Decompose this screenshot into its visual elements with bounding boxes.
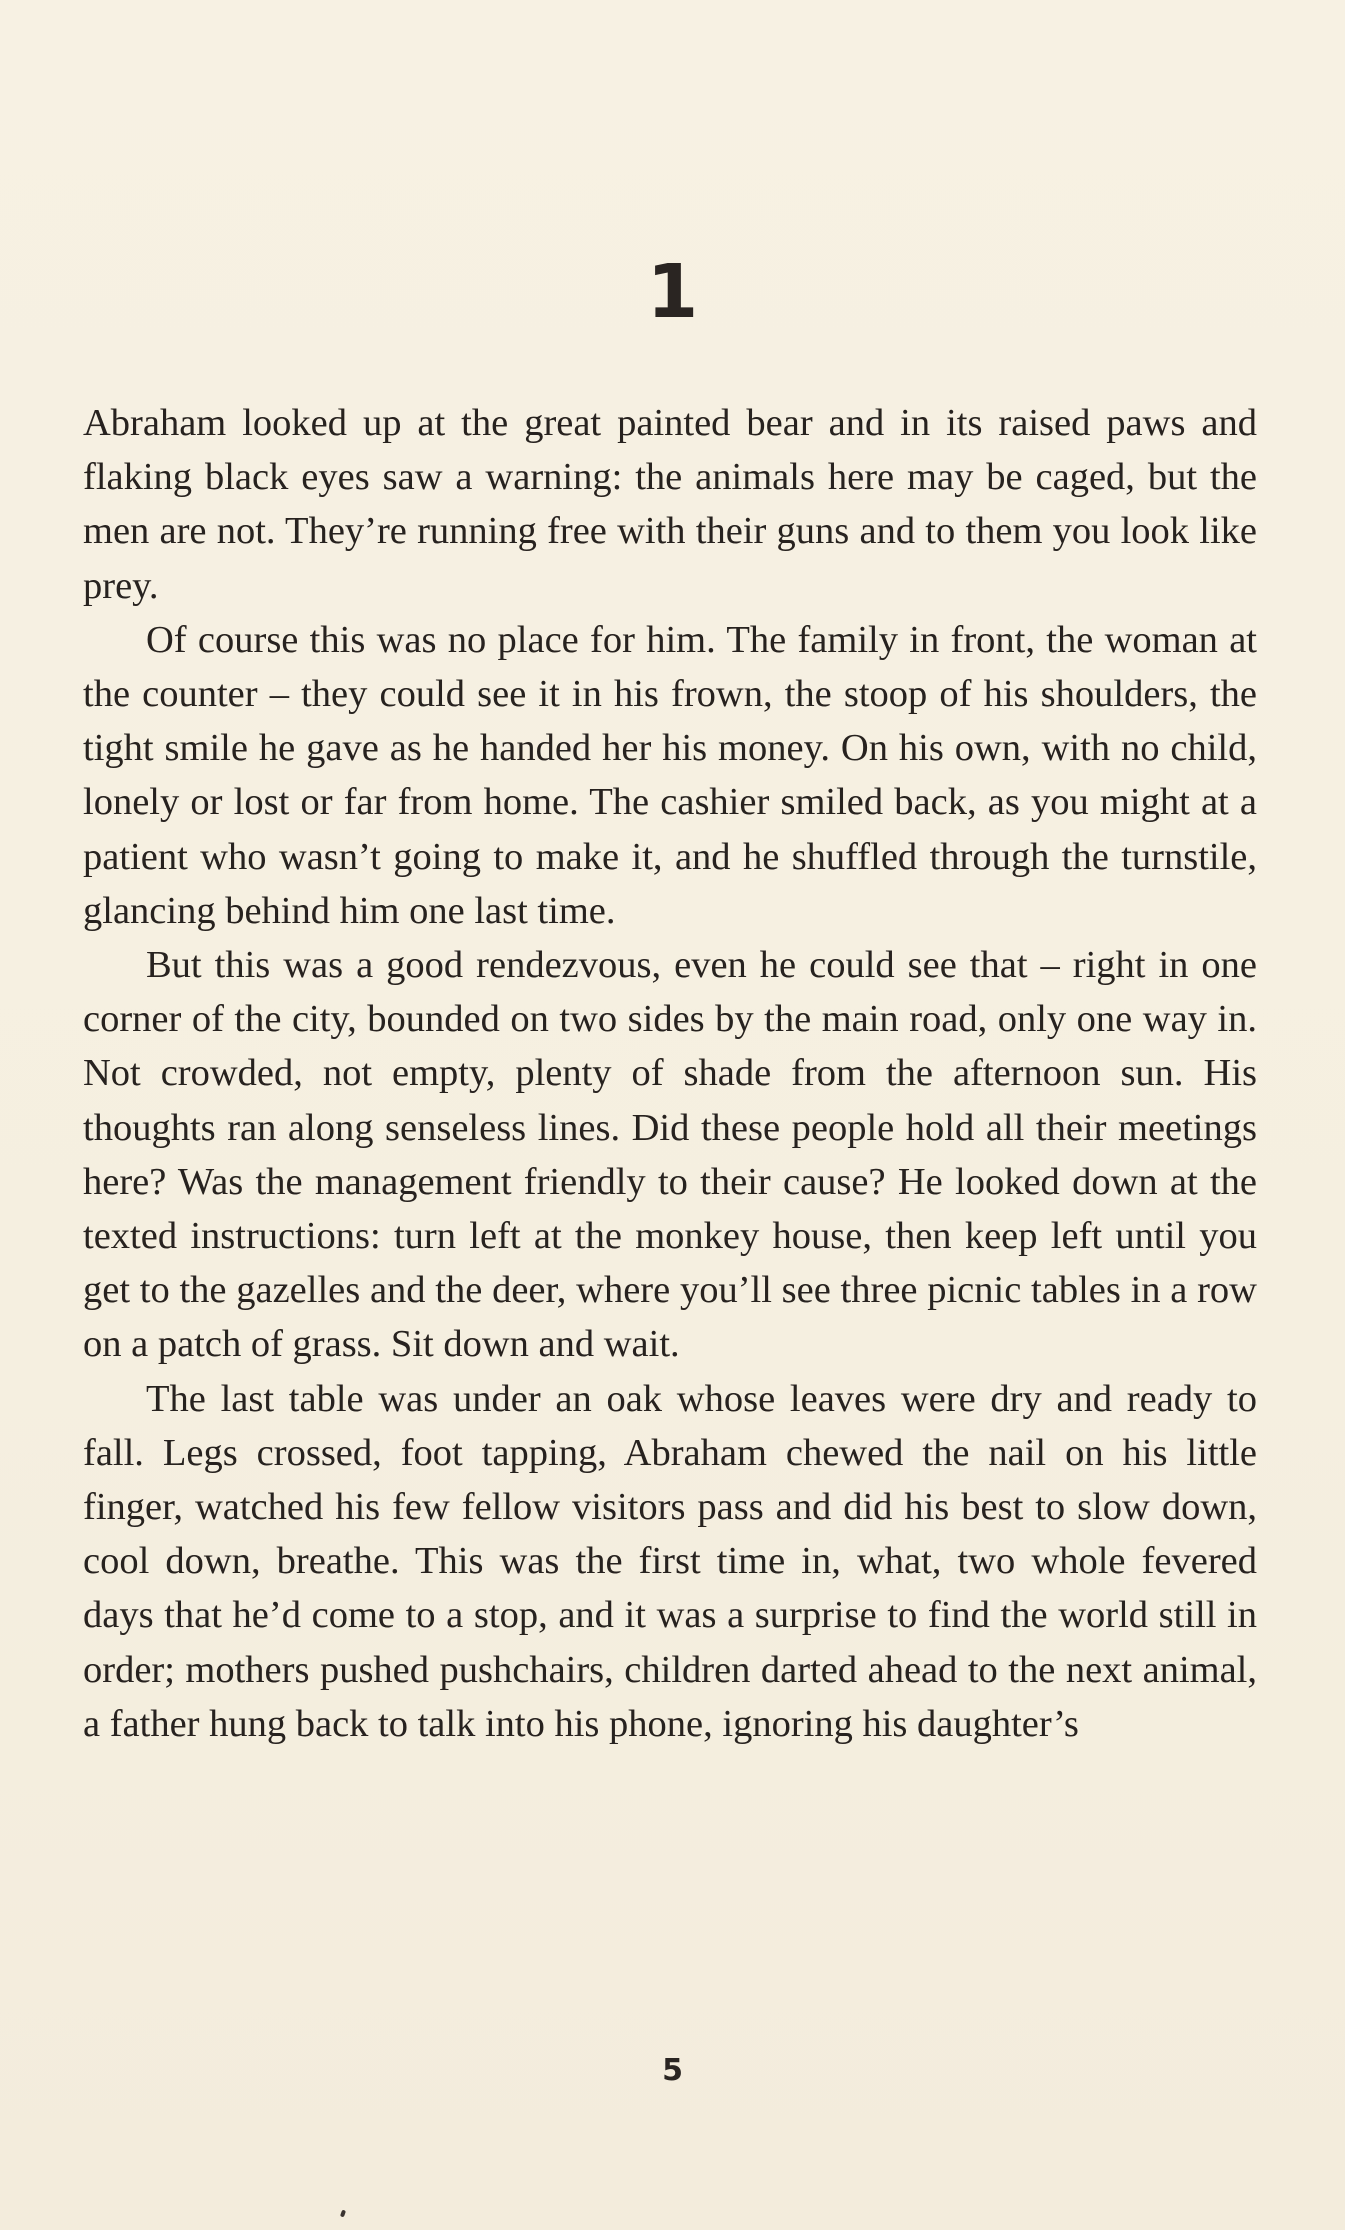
paragraph-4: The last table was under an oak whose leaves were dry and ready to fall. Legs crossed, foot tapping, Abraham chewed the nail on his little finger, watched his few fellow visitors pass and did his best to slow down, cool down, breathe. This was the first time in, what, two whole fevered days that he’d come to a stop, and it was a surprise to find the world still in order; mothers pushed pushchairs, children darted ahead to the next animal, a father hung back to talk into his phone, ignoring his daughter’s <box>83 1377 1257 1745</box>
page-number: 5 <box>662 2053 683 2088</box>
paragraph-3: But this was a good rendezvous, even he could see that – right in one corner of the city, bounded on two sides by the main road, only one way in. Not crowded, not empty, plenty of shade from the afternoon sun. His thoughts ran along senseless lines. Did these people hold all their meetings here? Was the management friendly to their cause? He looked down at the texted instructions: turn left at the monkey house, then keep left until you get to the gazelles and the deer, where you’ll see three picnic tables in a row on a patch of grass. Sit down and wait. <box>83 944 1257 1366</box>
ink-speck <box>340 2210 346 2218</box>
paragraph-2: Of course this was no place for him. The family in front, the woman at the counter – they could see it in his frown, the stoop of his shoulders, the tight smile he gave as he handed her his money. On his own, with no child, lonely or lost or far from home. The cashier smiled back, as you might at a patient who wasn’t going to make it, and he shuffled through the turnstile, glancing behind him one last time. <box>83 618 1257 932</box>
chapter-number: 1 <box>646 249 699 335</box>
paragraph-1: Abraham looked up at the great painted bear and in its raised paws and flaking black eyes saw a warning: the animals here may be caged, but the men are not. They’re running free with their guns and to them you look like prey. <box>83 402 1257 607</box>
chapter-body <box>83 396 1257 1751</box>
